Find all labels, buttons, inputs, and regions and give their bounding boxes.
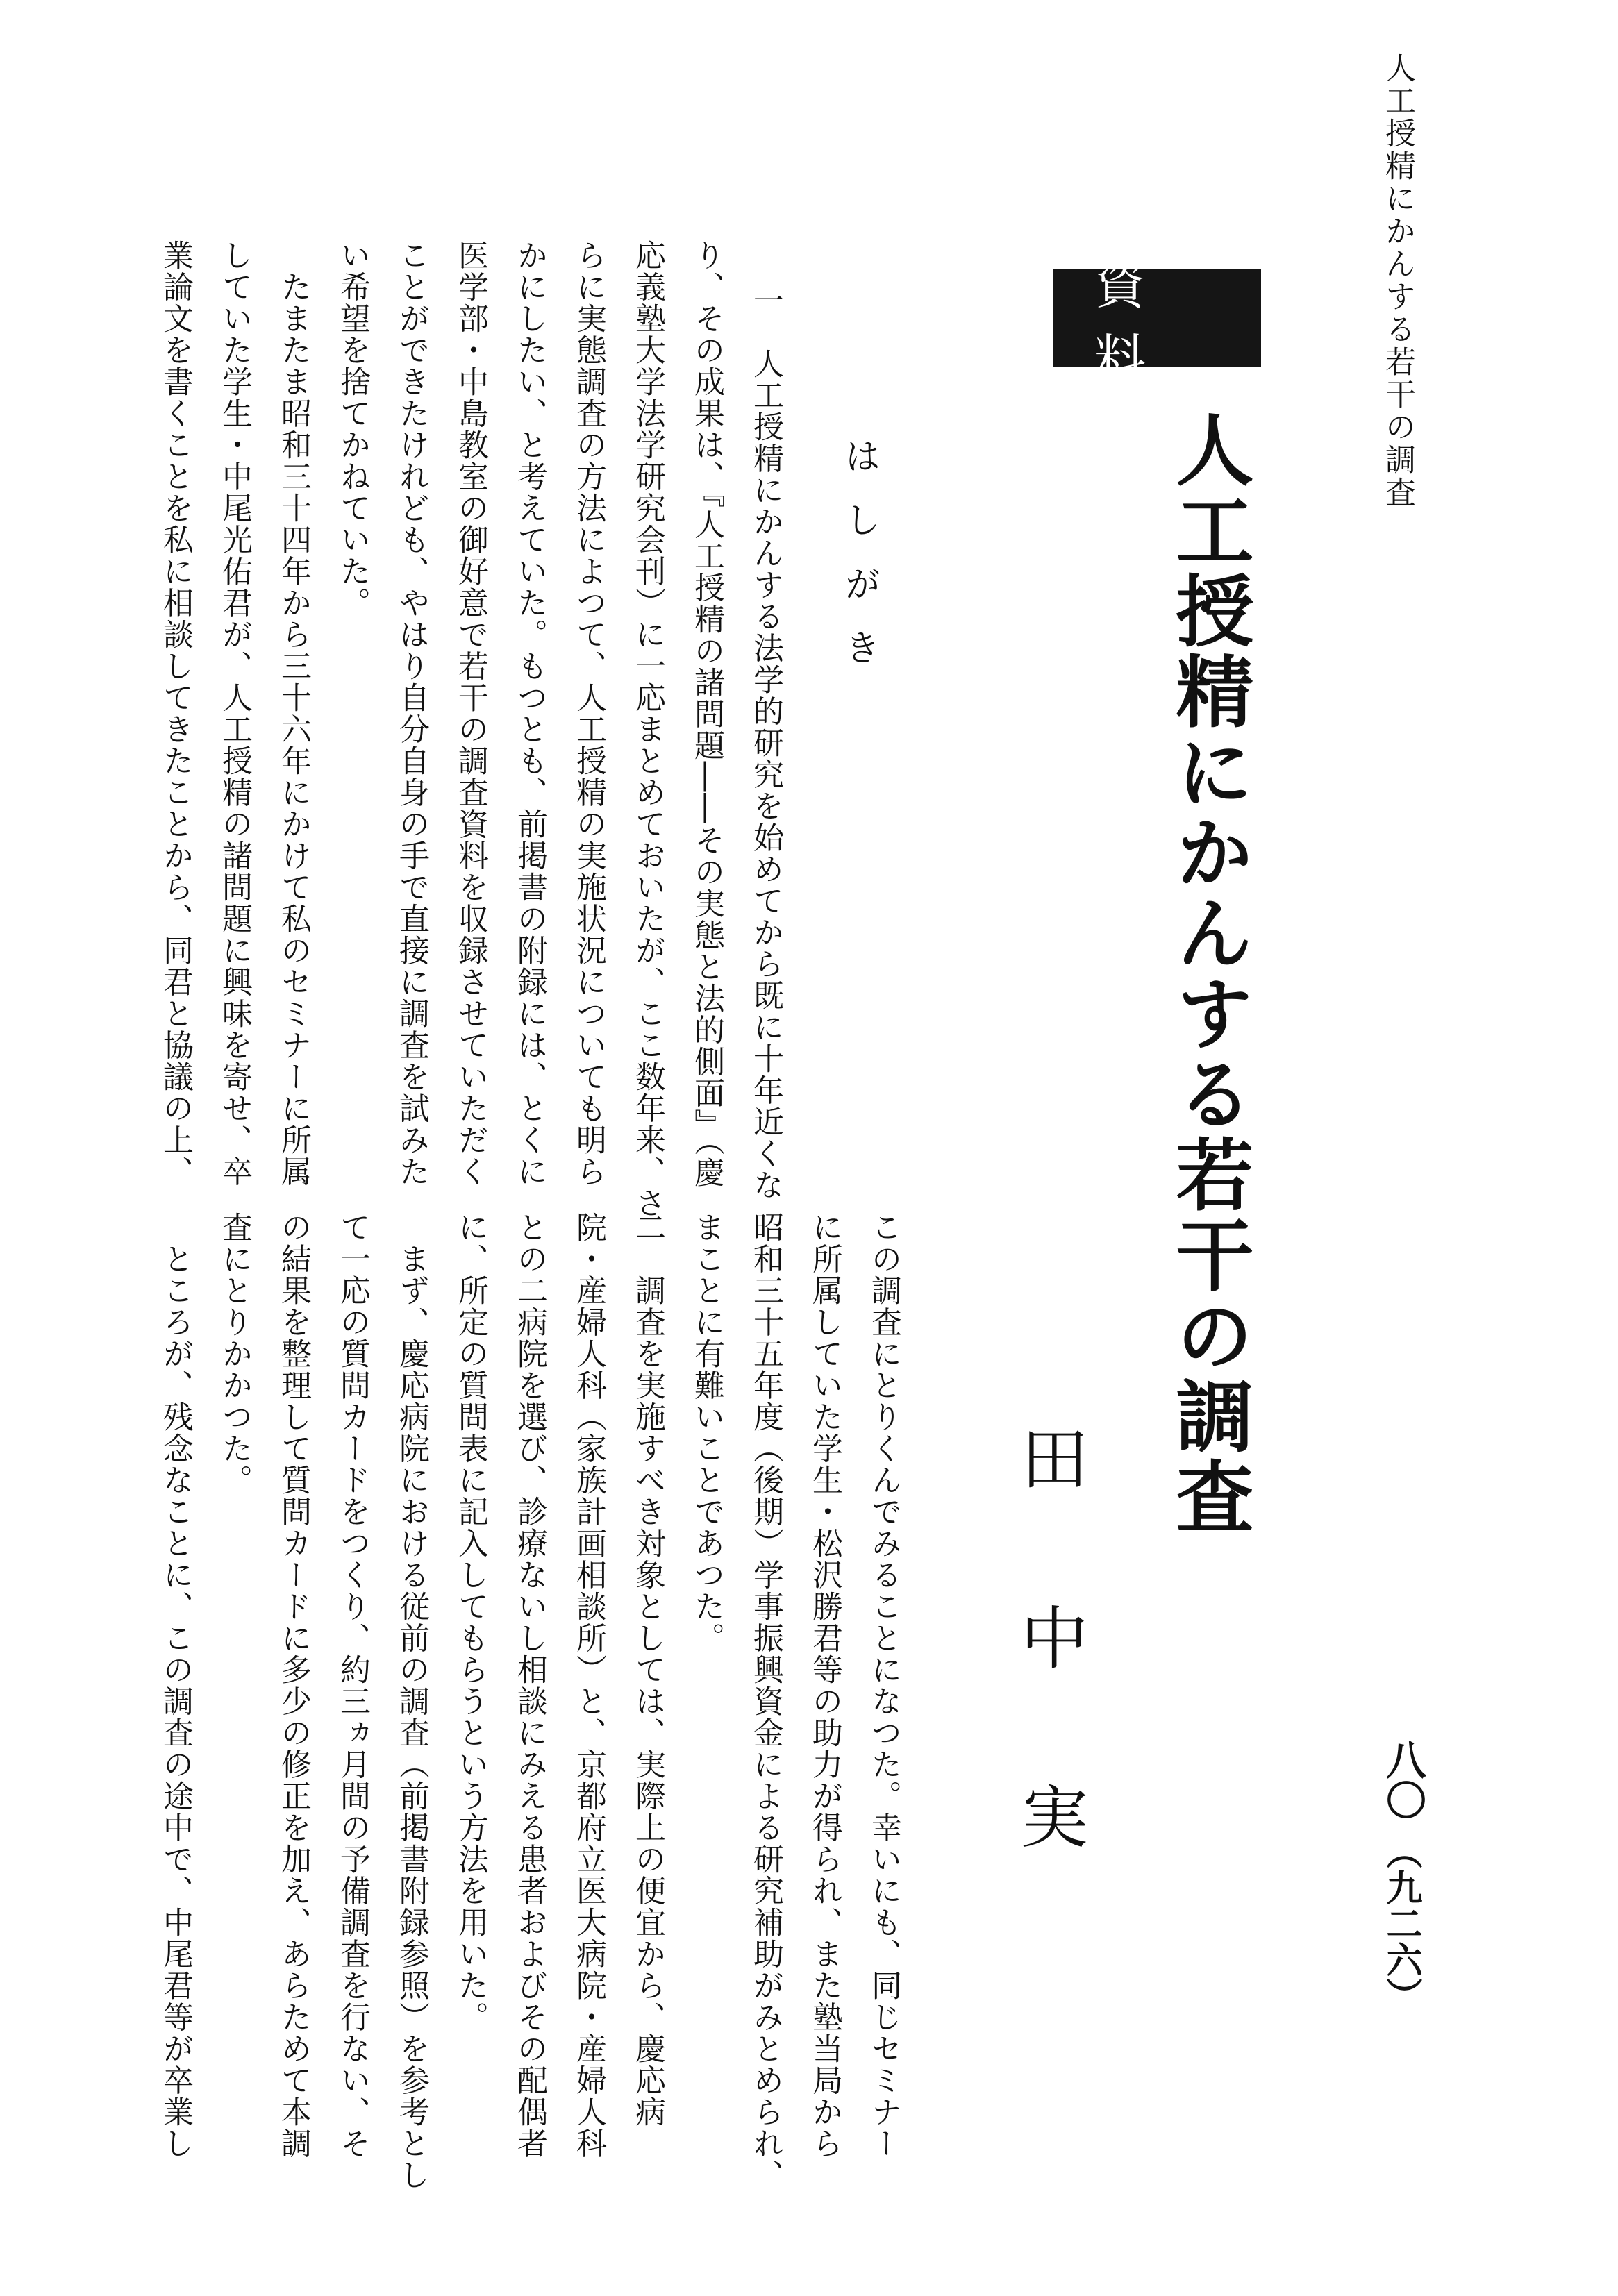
body-column: との二病院を選び、診療ないし相談にみえる患者およびその配偶者 xyxy=(512,1212,547,2159)
body-column: に、所定の質問表に記入してもらうという方法を用いた。 xyxy=(453,1212,488,2033)
page-number: 八〇 xyxy=(1379,1739,1426,1820)
body-column: 業論文を書くことを私に相談してきたことから、同君と協議の上、 xyxy=(158,240,193,1187)
article-title: 人工授精にかんする若干の調査 xyxy=(1163,410,1253,1537)
body-column: 医学部・中島教室の御好意で若干の調査資料を収録させていただく xyxy=(453,240,488,1187)
body-column: 査にとりかかつた。 xyxy=(217,1212,252,1496)
body-column: に所属していた学生・松沢勝君等の助力が得られ、また塾当局から xyxy=(807,1212,842,2159)
section-badge xyxy=(1053,255,1261,389)
body-column: 応義塾大学法学研究会刊）に一応まとめておいたが、ここ数年来、さ xyxy=(630,240,665,1219)
section-badge-label: 資料 xyxy=(1094,255,1187,389)
body-column: ところが、残念なことに、この調査の途中で、中尾君等が卒業し xyxy=(158,1212,193,2159)
section-heading: はしがき xyxy=(838,437,880,693)
body-column: ことができたけれども、やはり自分自身の手で直接に調査を試みた xyxy=(394,240,429,1187)
body-column: たまたま昭和三十四年から三十六年にかけて私のセミナーに所属 xyxy=(276,240,311,1187)
body-column: 院・産婦人科（家族計画相談所）と、京都府立医大病院・産婦人科 xyxy=(571,1212,606,2159)
body-column: していた学生・中尾光佑君が、人工授精の諸問題に興味を寄せ、卒 xyxy=(217,240,252,1187)
author-name: 田中実 xyxy=(1009,1423,1088,1961)
body-column: まことに有難いことであつた。 xyxy=(689,1212,724,1654)
body-column: まず、慶応病院における従前の調査（前掲書附録参照）を参考とし xyxy=(394,1212,429,2191)
body-column: 一 人工授精にかんする法学的研究を始めてから既に十年近くな xyxy=(748,285,783,1201)
body-column: かにしたい、と考えていた。もつとも、前掲書の附録には、とくに xyxy=(512,240,547,1187)
body-column: の結果を整理して質問カードに多少の修正を加え、あらためて本調 xyxy=(276,1212,311,2159)
body-column: り、その成果は、『人工授精の諸問題――その実態と法的側面』（慶 xyxy=(689,240,724,1189)
body-column: この調査にとりくんでみることになつた。幸いにも、同じセミナー xyxy=(866,1212,901,2159)
running-head: 人工授精にかんする若干の調査 xyxy=(1380,52,1415,509)
page-number-alt: （九二六） xyxy=(1380,1833,1422,2013)
body-column: 昭和三十五年度（後期）学事振興資金による研究補助がみとめられ、 xyxy=(748,1212,783,2191)
body-column: らに実態調査の方法によつて、人工授精の実施状況についても明ら xyxy=(571,240,606,1187)
body-column: 二 調査を実施すべき対象としては、実際上の便宜から、慶応病 xyxy=(630,1212,665,2128)
body-column: て一応の質問カードをつくり、約三ヵ月間の予備調査を行ない、そ xyxy=(335,1212,370,2159)
body-column: い希望を捨てかねていた。 xyxy=(335,240,370,619)
